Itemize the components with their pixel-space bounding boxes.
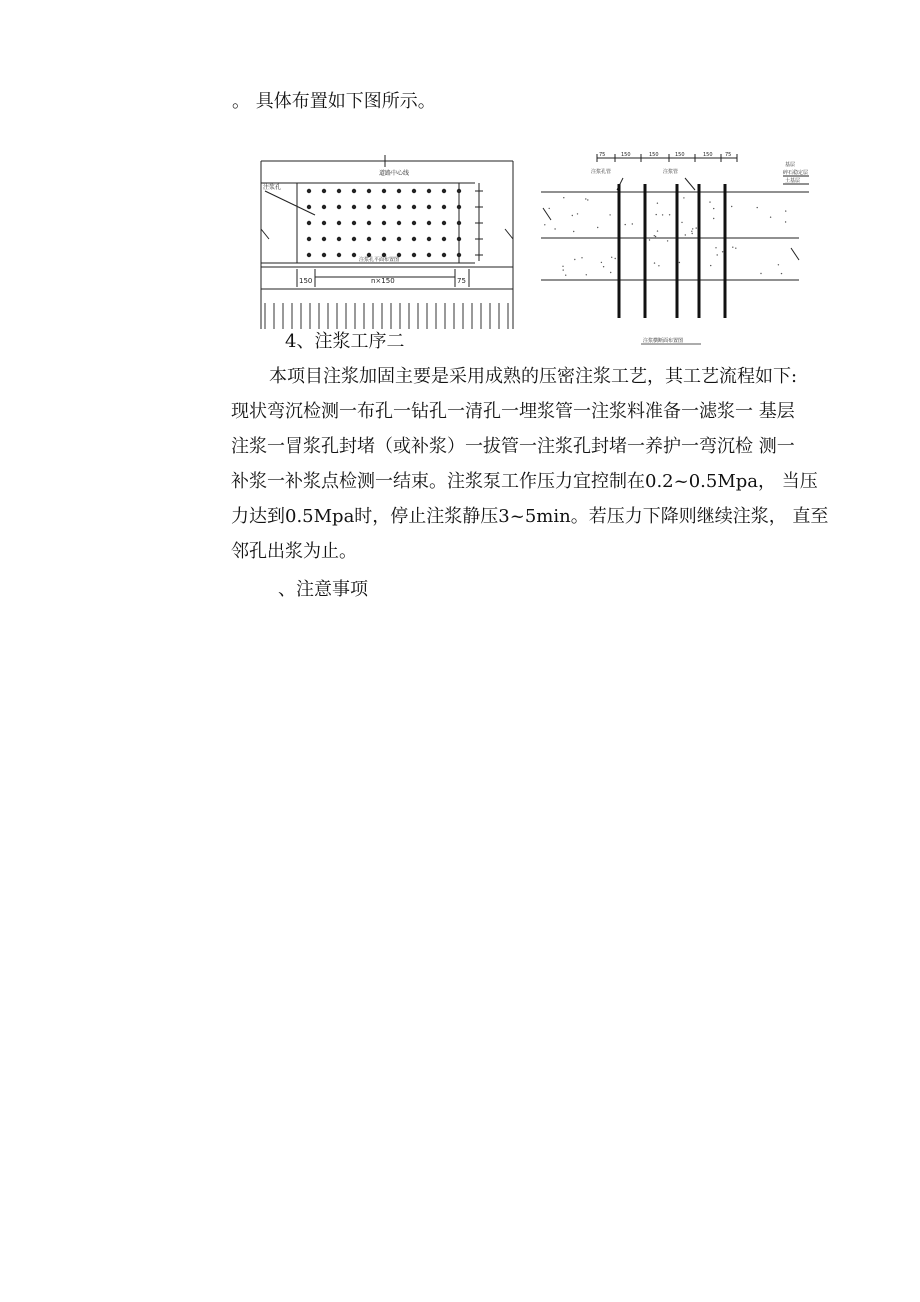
paragraph-line-1: 本项目注浆加固主要是采用成熟的压密注浆工艺，其工艺流程如下: bbox=[269, 366, 798, 387]
dim-left: 150 bbox=[299, 277, 313, 285]
paragraph-line-6: 邻孔出浆为止。 bbox=[231, 541, 357, 562]
grouting-hole-dot bbox=[457, 205, 461, 209]
aggregate-speckle bbox=[681, 222, 682, 223]
grouting-hole-dot bbox=[367, 205, 371, 209]
aggregate-speckle bbox=[667, 240, 668, 241]
grouting-hole-dot bbox=[457, 253, 461, 257]
aggregate-speckle bbox=[615, 258, 616, 259]
grouting-hole-dot bbox=[412, 253, 416, 257]
paragraph-line-5: 力达到0.5Mpa时，停止注浆静压3~5min。若压力下降则继续注浆， 直至 bbox=[231, 506, 829, 527]
pipe-label-1: 注浆孔管 bbox=[591, 169, 612, 175]
grouting-hole-dot bbox=[442, 253, 446, 257]
aggregate-speckle bbox=[715, 247, 716, 248]
grouting-hole-dot bbox=[382, 205, 386, 209]
grouting-hole-dot bbox=[337, 237, 341, 241]
aggregate-speckle bbox=[669, 214, 670, 215]
grouting-hole-dot bbox=[352, 221, 356, 225]
aggregate-speckle bbox=[656, 214, 657, 215]
dim-right: 75 bbox=[457, 277, 466, 285]
aggregate-speckle bbox=[662, 214, 663, 215]
aggregate-speckle bbox=[562, 266, 563, 267]
grouting-hole-dot bbox=[367, 221, 371, 225]
aggregate-speckle bbox=[603, 266, 604, 267]
aggregate-speckle bbox=[549, 208, 550, 209]
grouting-hole-dot bbox=[397, 237, 401, 241]
grouting-hole-dot bbox=[352, 253, 356, 257]
figure-left-caption: 注浆孔平面布置图 bbox=[359, 257, 400, 263]
aggregate-speckle bbox=[655, 236, 656, 237]
aggregate-speckle bbox=[713, 218, 714, 219]
section-4-heading: 4、注浆工序二 bbox=[285, 331, 405, 352]
grouting-hole-dot bbox=[352, 189, 356, 193]
intro-line: 。 具体布置如下图所示。 bbox=[232, 91, 436, 112]
paragraph-line-3: 注浆一冒浆孔封堵（或补浆）一拔管一注浆孔封堵一养护一弯沉检 测一 bbox=[231, 436, 795, 457]
grouting-hole-dot bbox=[427, 221, 431, 225]
aggregate-speckle bbox=[572, 215, 573, 216]
grouting-hole-dot bbox=[457, 237, 461, 241]
grouting-hole-dot bbox=[427, 253, 431, 257]
aggregate-speckle bbox=[601, 262, 602, 263]
aggregate-speckle bbox=[685, 234, 686, 235]
dim-2: 150 bbox=[621, 152, 631, 158]
aggregate-speckle bbox=[632, 223, 633, 224]
grouting-hole-dot bbox=[307, 253, 311, 257]
aggregate-speckle bbox=[609, 214, 610, 215]
pipe-label-2: 注浆管 bbox=[663, 169, 679, 175]
grouting-hole-dot bbox=[442, 189, 446, 193]
aggregate-speckle bbox=[649, 239, 650, 240]
bottom-dim: n×150 bbox=[371, 277, 395, 285]
aggregate-speckle bbox=[563, 197, 564, 198]
aggregate-speckle bbox=[554, 228, 555, 229]
aggregate-speckle bbox=[757, 207, 758, 208]
aggregate-speckle bbox=[565, 275, 566, 276]
grouting-hole-dot bbox=[457, 189, 461, 193]
grouting-hole-dot bbox=[337, 253, 341, 257]
paragraph-line-4: 补浆一补浆点检测一结束。注浆泵工作压力宜控制在0.2~0.5Mpa， 当压 bbox=[231, 471, 818, 492]
aggregate-speckle bbox=[785, 221, 786, 222]
grouting-hole-dot bbox=[322, 253, 326, 257]
aggregate-speckle bbox=[610, 272, 611, 273]
aggregate-speckle bbox=[679, 262, 680, 263]
aggregate-speckle bbox=[778, 264, 779, 265]
dim-4: 150 bbox=[675, 152, 685, 158]
aggregate-speckle bbox=[696, 227, 697, 228]
grouting-hole-dot bbox=[442, 221, 446, 225]
aggregate-speckle bbox=[735, 248, 736, 249]
aggregate-speckle bbox=[781, 273, 782, 274]
dim-6: 75 bbox=[725, 152, 732, 158]
aggregate-speckle bbox=[692, 228, 693, 229]
aggregate-speckle bbox=[722, 251, 723, 252]
grouting-hole-dot bbox=[337, 205, 341, 209]
grouting-hole-dot bbox=[412, 237, 416, 241]
grouting-hole-dot bbox=[412, 189, 416, 193]
grouting-hole-dot bbox=[382, 221, 386, 225]
grouting-hole-dot bbox=[322, 237, 326, 241]
grouting-hole-dot bbox=[427, 237, 431, 241]
aggregate-speckle bbox=[710, 265, 711, 266]
legend-2: 碎石稳定层 bbox=[783, 170, 809, 176]
paragraph-line-2: 现状弯沉检测一布孔一钻孔一清孔一埋浆管一注浆料准备一滤浆一 基层 bbox=[231, 401, 795, 422]
aggregate-speckle bbox=[625, 224, 626, 225]
dim-5: 150 bbox=[703, 152, 713, 158]
grouting-hole-dot bbox=[442, 237, 446, 241]
aggregate-speckle bbox=[713, 208, 714, 209]
hole-label: 注浆孔 bbox=[263, 184, 282, 191]
grouting-hole-dot bbox=[322, 189, 326, 193]
grouting-hole-dot bbox=[352, 237, 356, 241]
aggregate-speckle bbox=[657, 230, 658, 231]
grouting-hole-dot bbox=[337, 221, 341, 225]
grouting-hole-dot bbox=[382, 237, 386, 241]
grouting-hole-dot bbox=[427, 189, 431, 193]
aggregate-speckle bbox=[683, 197, 684, 198]
grouting-hole-dot bbox=[322, 221, 326, 225]
grouting-hole-dot bbox=[322, 205, 326, 209]
grouting-hole-dot bbox=[367, 189, 371, 193]
center-line-label: 道路中心线 bbox=[379, 170, 410, 177]
aggregate-speckle bbox=[585, 198, 586, 199]
grouting-hole-dot bbox=[337, 189, 341, 193]
grouting-hole-dot bbox=[307, 237, 311, 241]
aggregate-speckle bbox=[544, 224, 545, 225]
grouting-hole-dot bbox=[382, 189, 386, 193]
aggregate-speckle bbox=[658, 265, 659, 266]
legend-1: 基层 bbox=[785, 162, 796, 168]
section-5-heading: 、注意事项 bbox=[278, 579, 368, 600]
aggregate-speckle bbox=[691, 231, 692, 232]
grouting-hole-dot bbox=[427, 205, 431, 209]
dim-3: 150 bbox=[649, 152, 659, 158]
grouting-hole-dot bbox=[397, 205, 401, 209]
aggregate-speckle bbox=[731, 206, 732, 207]
grouting-hole-dot bbox=[412, 221, 416, 225]
aggregate-speckle bbox=[692, 233, 693, 234]
aggregate-speckle bbox=[597, 227, 598, 228]
aggregate-speckle bbox=[654, 262, 655, 263]
aggregate-speckle bbox=[785, 210, 786, 211]
aggregate-speckle bbox=[657, 203, 658, 204]
grouting-hole-dot bbox=[307, 205, 311, 209]
aggregate-speckle bbox=[732, 247, 733, 248]
grouting-hole-dot bbox=[367, 237, 371, 241]
aggregate-speckle bbox=[654, 235, 655, 236]
legend-3: 土基层 bbox=[785, 178, 801, 184]
grouting-hole-dot bbox=[352, 205, 356, 209]
grouting-hole-dot bbox=[397, 221, 401, 225]
grouting-hole-dot bbox=[442, 205, 446, 209]
aggregate-speckle bbox=[709, 201, 710, 202]
aggregate-speckle bbox=[611, 257, 612, 258]
grouting-cross-section-figure bbox=[537, 148, 809, 346]
grouting-hole-dot bbox=[307, 221, 311, 225]
aggregate-speckle bbox=[717, 254, 718, 255]
grouting-hole-dot bbox=[307, 189, 311, 193]
aggregate-speckle bbox=[587, 199, 588, 200]
figure-right-caption: 注浆横断面布置图 bbox=[643, 338, 684, 344]
grouting-hole-dot bbox=[412, 205, 416, 209]
aggregate-speckle bbox=[574, 259, 575, 260]
aggregate-speckle bbox=[577, 213, 578, 214]
aggregate-speckle bbox=[573, 231, 574, 232]
aggregate-speckle bbox=[586, 274, 587, 275]
dim-1: 75 bbox=[599, 152, 606, 158]
aggregate-speckle bbox=[581, 257, 582, 258]
aggregate-speckle bbox=[760, 273, 761, 274]
grouting-hole-plan-figure bbox=[255, 153, 518, 329]
grouting-hole-dot bbox=[457, 221, 461, 225]
grouting-hole-dot bbox=[397, 189, 401, 193]
aggregate-speckle bbox=[563, 269, 564, 270]
aggregate-speckle bbox=[770, 217, 771, 218]
